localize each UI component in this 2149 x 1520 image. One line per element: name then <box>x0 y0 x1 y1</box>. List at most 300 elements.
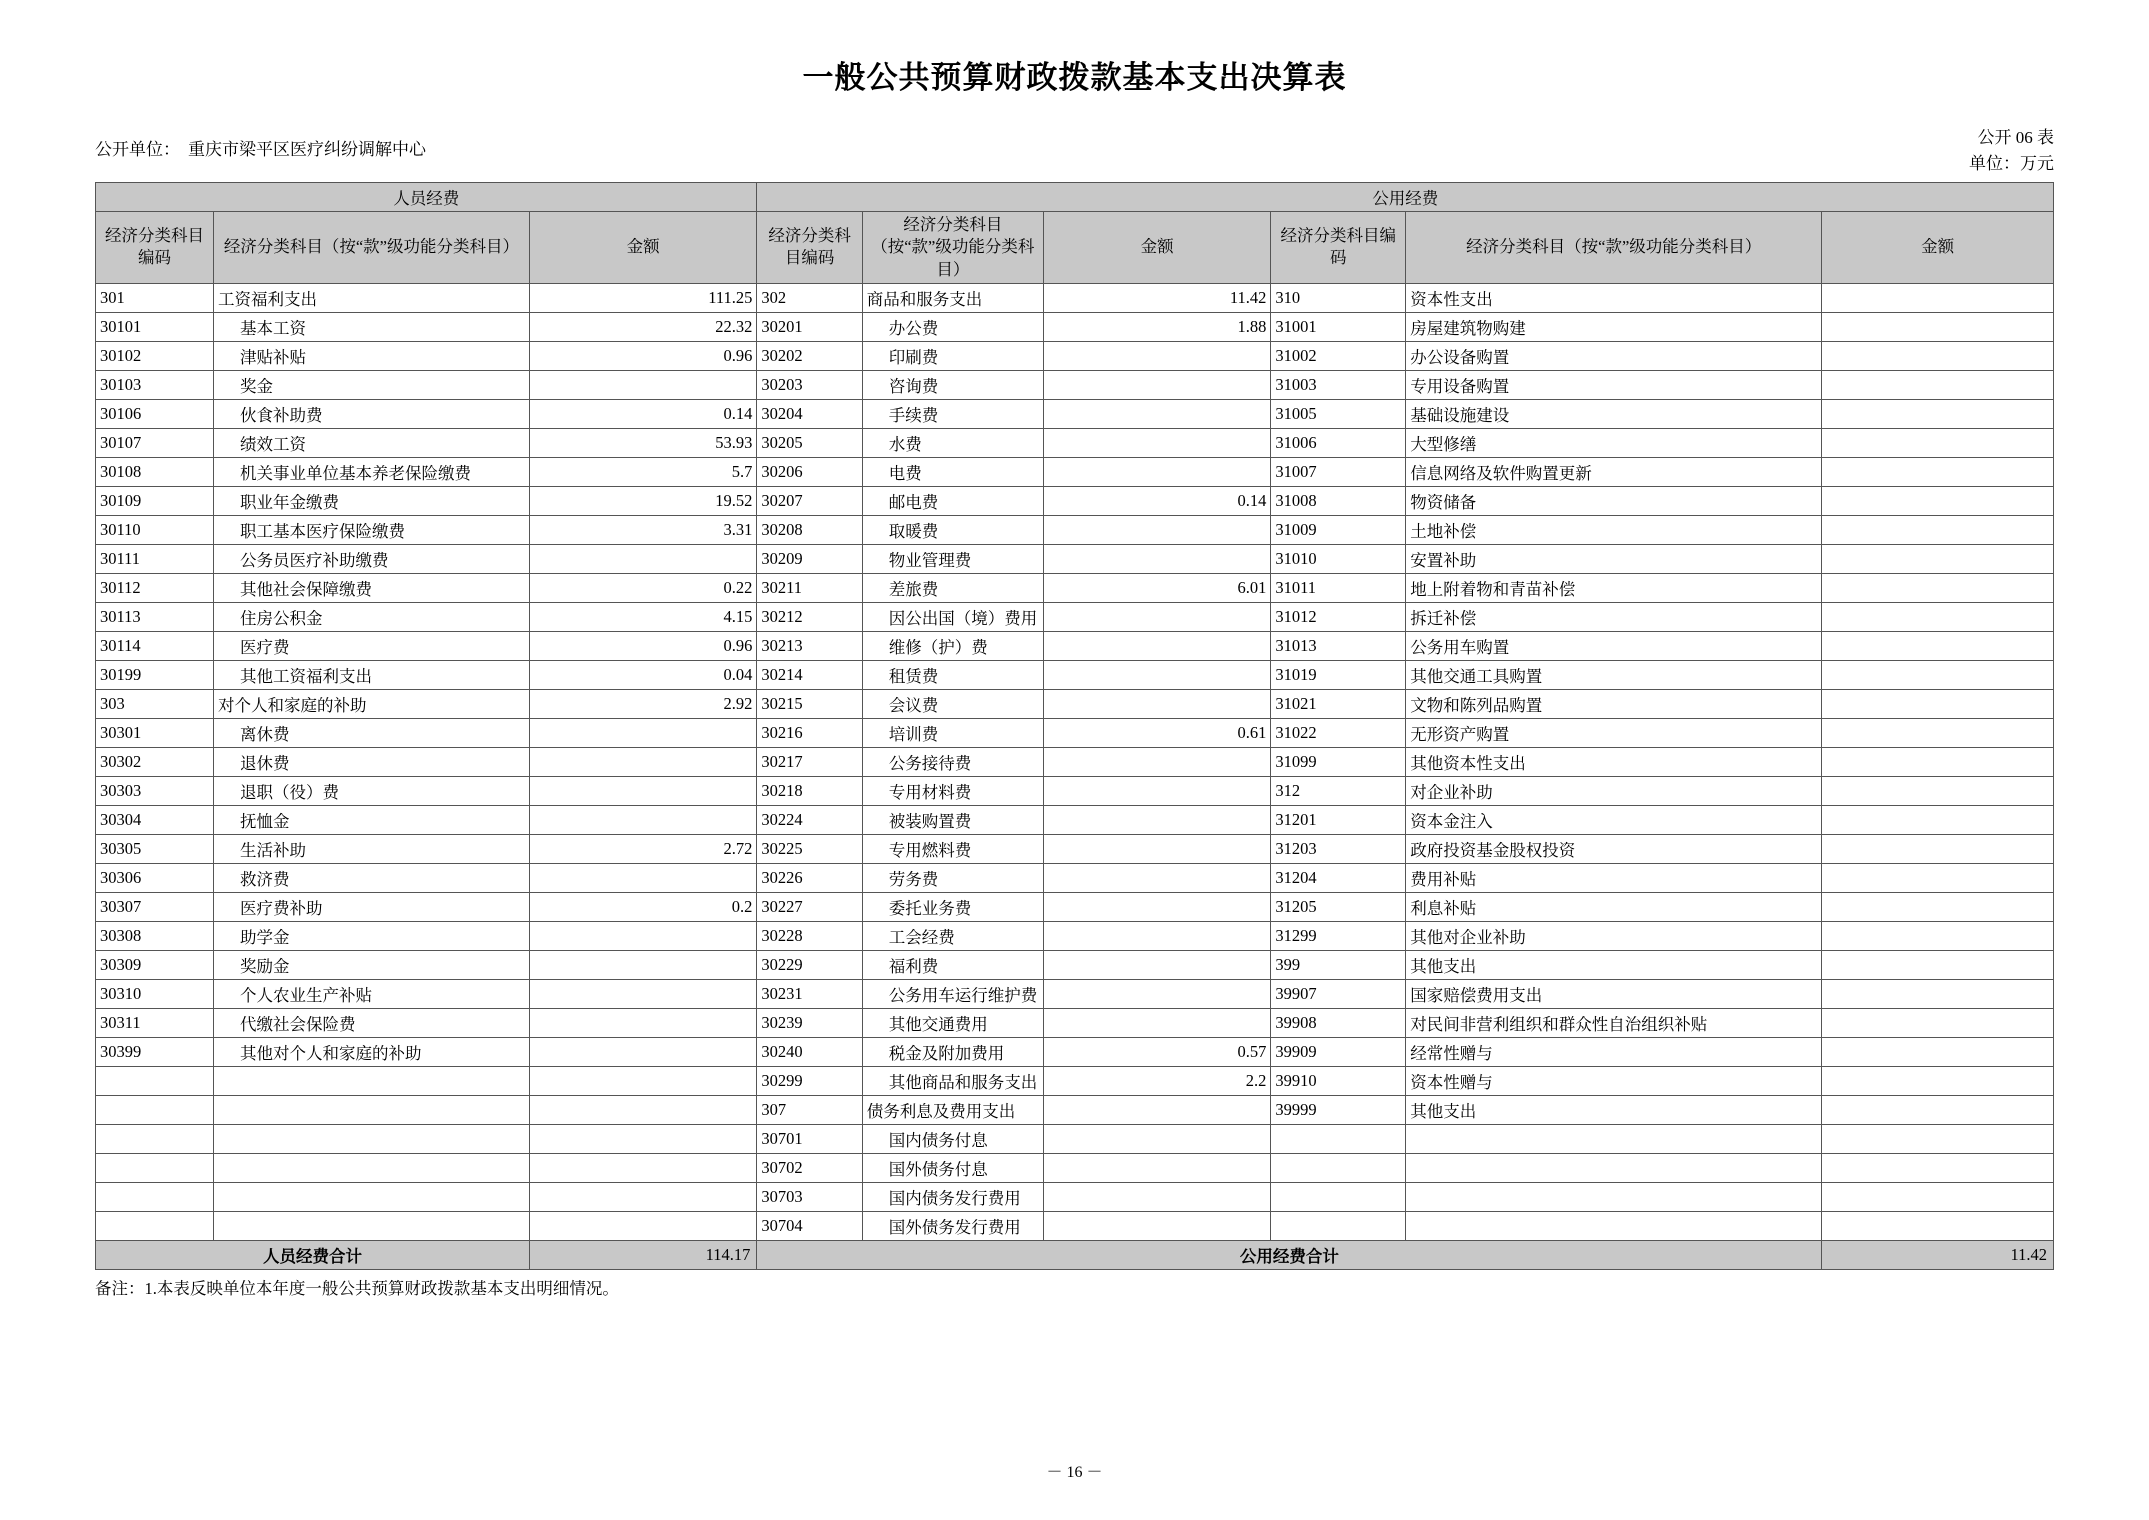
cell-code-personnel <box>96 1066 214 1095</box>
cell-name-public: 取暖费 <box>862 515 1043 544</box>
cell-code-personnel: 30109 <box>96 486 214 515</box>
cell-amount-personnel <box>529 1182 757 1211</box>
cell-code-personnel: 30309 <box>96 950 214 979</box>
cell-name-capital <box>1406 1182 1822 1211</box>
cell-code-personnel: 30112 <box>96 573 214 602</box>
table-row <box>96 979 2054 1008</box>
cell-code-capital: 31299 <box>1271 921 1406 950</box>
cell-code-capital: 31012 <box>1271 602 1406 631</box>
column-header-name-3: 经济分类科目（按“款”级功能分类科目） <box>1406 212 1822 284</box>
cell-amount-capital <box>1822 283 2054 312</box>
cell-amount-capital <box>1822 921 2054 950</box>
cell-code-public: 30203 <box>757 370 862 399</box>
cell-code-public: 307 <box>757 1095 862 1124</box>
cell-name-public: 国外债务付息 <box>862 1153 1043 1182</box>
publish-unit-value: 重庆市梁平区医疗纠纷调解中心 <box>188 140 426 159</box>
cell-code-public: 30214 <box>757 660 862 689</box>
cell-amount-capital <box>1822 834 2054 863</box>
cell-code-public: 30225 <box>757 834 862 863</box>
cell-amount-public <box>1043 515 1271 544</box>
cell-name-capital: 基础设施建设 <box>1406 399 1822 428</box>
cell-name-public: 其他交通费用 <box>862 1008 1043 1037</box>
table-note: 备注：1.本表反映单位本年度一般公共预算财政拨款基本支出明细情况。 <box>95 1278 619 1298</box>
cell-code-capital: 31201 <box>1271 805 1406 834</box>
cell-code-personnel <box>96 1095 214 1124</box>
cell-code-capital <box>1271 1211 1406 1240</box>
column-header-amount-2: 金额 <box>1043 212 1271 284</box>
cell-code-capital: 31008 <box>1271 486 1406 515</box>
table-row <box>96 486 2054 515</box>
cell-name-capital: 政府投资基金股权投资 <box>1406 834 1822 863</box>
table-row <box>96 1182 2054 1211</box>
column-header-name-1: 经济分类科目（按“款”级功能分类科目） <box>213 212 529 284</box>
cell-code-public: 302 <box>757 283 862 312</box>
table-row <box>96 747 2054 776</box>
cell-code-personnel <box>96 1124 214 1153</box>
cell-name-personnel: 医疗费补助 <box>213 892 529 921</box>
cell-name-capital <box>1406 1124 1822 1153</box>
cell-name-personnel <box>213 1124 529 1153</box>
cell-amount-public: 11.42 <box>1043 283 1271 312</box>
cell-amount-public <box>1043 863 1271 892</box>
cell-amount-capital <box>1822 573 2054 602</box>
cell-code-capital: 31099 <box>1271 747 1406 776</box>
cell-amount-public <box>1043 457 1271 486</box>
cell-name-public: 因公出国（境）费用 <box>862 602 1043 631</box>
cell-code-personnel: 30310 <box>96 979 214 1008</box>
column-header-amount-1: 金额 <box>529 212 757 284</box>
cell-code-personnel <box>96 1153 214 1182</box>
cell-name-personnel: 奖励金 <box>213 950 529 979</box>
cell-name-public: 其他商品和服务支出 <box>862 1066 1043 1095</box>
table-row <box>96 341 2054 370</box>
cell-amount-capital <box>1822 1037 2054 1066</box>
cell-name-capital: 其他支出 <box>1406 950 1822 979</box>
cell-code-public: 30299 <box>757 1066 862 1095</box>
table-row <box>96 515 2054 544</box>
cell-name-capital: 拆迁补偿 <box>1406 602 1822 631</box>
cell-name-personnel: 救济费 <box>213 863 529 892</box>
cell-amount-personnel: 19.52 <box>529 486 757 515</box>
cell-name-capital: 资本金注入 <box>1406 805 1822 834</box>
cell-amount-public <box>1043 602 1271 631</box>
cell-name-personnel: 助学金 <box>213 921 529 950</box>
table-row <box>96 1124 2054 1153</box>
cell-amount-personnel: 111.25 <box>529 283 757 312</box>
cell-code-capital: 31013 <box>1271 631 1406 660</box>
cell-amount-personnel: 2.92 <box>529 689 757 718</box>
cell-amount-capital <box>1822 1153 2054 1182</box>
column-header-code-2: 经济分类科目编码 <box>757 212 862 284</box>
cell-code-public: 30206 <box>757 457 862 486</box>
cell-name-public: 国内债务付息 <box>862 1124 1043 1153</box>
cell-name-capital <box>1406 1211 1822 1240</box>
page-title: 一般公共预算财政拨款基本支出决算表 <box>802 60 1347 95</box>
cell-code-capital: 31003 <box>1271 370 1406 399</box>
cell-code-capital: 39907 <box>1271 979 1406 1008</box>
cell-name-public: 租赁费 <box>862 660 1043 689</box>
cell-code-public: 30216 <box>757 718 862 747</box>
cell-code-capital: 310 <box>1271 283 1406 312</box>
cell-amount-capital <box>1822 863 2054 892</box>
table-row <box>96 1153 2054 1182</box>
cell-amount-capital <box>1822 1066 2054 1095</box>
cell-amount-capital <box>1822 544 2054 573</box>
cell-amount-capital <box>1822 486 2054 515</box>
cell-name-public: 债务利息及费用支出 <box>862 1095 1043 1124</box>
table-row <box>96 544 2054 573</box>
cell-amount-personnel: 0.2 <box>529 892 757 921</box>
cell-name-public: 会议费 <box>862 689 1043 718</box>
cell-amount-public <box>1043 979 1271 1008</box>
cell-name-public: 咨询费 <box>862 370 1043 399</box>
cell-amount-personnel: 22.32 <box>529 312 757 341</box>
cell-name-public: 电费 <box>862 457 1043 486</box>
cell-code-public: 30229 <box>757 950 862 979</box>
cell-code-personnel: 30303 <box>96 776 214 805</box>
cell-code-public: 30205 <box>757 428 862 457</box>
cell-amount-public <box>1043 428 1271 457</box>
cell-amount-public <box>1043 370 1271 399</box>
cell-code-personnel: 30304 <box>96 805 214 834</box>
cell-name-public: 税金及附加费用 <box>862 1037 1043 1066</box>
cell-amount-personnel: 53.93 <box>529 428 757 457</box>
table-row <box>96 1211 2054 1240</box>
cell-code-personnel: 30111 <box>96 544 214 573</box>
cell-name-public: 物业管理费 <box>862 544 1043 573</box>
cell-code-public: 30701 <box>757 1124 862 1153</box>
cell-amount-public <box>1043 1008 1271 1037</box>
cell-code-public: 30228 <box>757 921 862 950</box>
cell-code-personnel: 30311 <box>96 1008 214 1037</box>
cell-name-personnel: 对个人和家庭的补助 <box>213 689 529 718</box>
column-header-code-1: 经济分类科目编码 <box>96 212 214 284</box>
cell-code-personnel: 30399 <box>96 1037 214 1066</box>
table-row <box>96 370 2054 399</box>
cell-code-personnel: 30102 <box>96 341 214 370</box>
cell-amount-personnel <box>529 979 757 1008</box>
cell-name-public: 福利费 <box>862 950 1043 979</box>
cell-code-public: 30204 <box>757 399 862 428</box>
total-value-public: 11.42 <box>1822 1240 2054 1269</box>
cell-name-public: 委托业务费 <box>862 892 1043 921</box>
cell-name-public: 公务接待费 <box>862 747 1043 776</box>
cell-code-personnel: 30113 <box>96 602 214 631</box>
table-row <box>96 718 2054 747</box>
cell-name-personnel: 工资福利支出 <box>213 283 529 312</box>
cell-code-personnel: 30307 <box>96 892 214 921</box>
cell-name-capital: 文物和陈列品购置 <box>1406 689 1822 718</box>
cell-code-capital <box>1271 1182 1406 1211</box>
cell-amount-capital <box>1822 660 2054 689</box>
cell-amount-capital <box>1822 892 2054 921</box>
table-group-header-row <box>96 183 2054 212</box>
cell-name-capital: 其他资本性支出 <box>1406 747 1822 776</box>
cell-amount-personnel <box>529 1211 757 1240</box>
cell-amount-public <box>1043 341 1271 370</box>
cell-amount-personnel: 0.04 <box>529 660 757 689</box>
table-total-row <box>96 1240 2054 1269</box>
cell-code-personnel <box>96 1211 214 1240</box>
cell-code-public: 30218 <box>757 776 862 805</box>
table-row <box>96 602 2054 631</box>
cell-name-personnel: 职业年金缴费 <box>213 486 529 515</box>
table-row <box>96 1037 2054 1066</box>
cell-amount-capital <box>1822 457 2054 486</box>
cell-amount-personnel <box>529 950 757 979</box>
cell-name-capital: 对民间非营利组织和群众性自治组织补贴 <box>1406 1008 1822 1037</box>
cell-name-public: 商品和服务支出 <box>862 283 1043 312</box>
cell-amount-personnel: 2.72 <box>529 834 757 863</box>
cell-amount-public <box>1043 544 1271 573</box>
table-row <box>96 776 2054 805</box>
cell-amount-public: 0.57 <box>1043 1037 1271 1066</box>
cell-code-personnel: 30108 <box>96 457 214 486</box>
cell-name-public: 邮电费 <box>862 486 1043 515</box>
table-row <box>96 1008 2054 1037</box>
cell-code-public: 30231 <box>757 979 862 1008</box>
table-row <box>96 834 2054 863</box>
table-row <box>96 805 2054 834</box>
cell-amount-capital <box>1822 1124 2054 1153</box>
cell-amount-personnel: 0.96 <box>529 631 757 660</box>
publish-unit-label: 公开单位： <box>95 140 180 159</box>
cell-amount-capital <box>1822 602 2054 631</box>
cell-name-public: 手续费 <box>862 399 1043 428</box>
cell-name-capital: 国家赔偿费用支出 <box>1406 979 1822 1008</box>
cell-code-public: 30227 <box>757 892 862 921</box>
cell-code-personnel: 30301 <box>96 718 214 747</box>
cell-name-personnel: 其他社会保障缴费 <box>213 573 529 602</box>
cell-code-capital: 31203 <box>1271 834 1406 863</box>
cell-code-public: 30208 <box>757 515 862 544</box>
cell-code-personnel: 30114 <box>96 631 214 660</box>
cell-name-capital: 其他对企业补助 <box>1406 921 1822 950</box>
cell-name-capital: 经常性赠与 <box>1406 1037 1822 1066</box>
cell-code-capital: 31007 <box>1271 457 1406 486</box>
cell-name-personnel: 伙食补助费 <box>213 399 529 428</box>
cell-code-capital: 39909 <box>1271 1037 1406 1066</box>
cell-name-public: 专用材料费 <box>862 776 1043 805</box>
cell-amount-public <box>1043 1095 1271 1124</box>
cell-code-personnel: 30103 <box>96 370 214 399</box>
cell-code-public: 30209 <box>757 544 862 573</box>
cell-name-personnel: 其他工资福利支出 <box>213 660 529 689</box>
cell-amount-public <box>1043 805 1271 834</box>
cell-name-capital: 费用补贴 <box>1406 863 1822 892</box>
table-row <box>96 1095 2054 1124</box>
cell-code-capital <box>1271 1124 1406 1153</box>
table-row <box>96 1066 2054 1095</box>
table-row <box>96 689 2054 718</box>
cell-amount-capital <box>1822 979 2054 1008</box>
cell-amount-personnel: 0.96 <box>529 341 757 370</box>
total-label-public: 公用经费合计 <box>757 1240 1822 1269</box>
table-row <box>96 631 2054 660</box>
cell-amount-public: 6.01 <box>1043 573 1271 602</box>
cell-amount-capital <box>1822 718 2054 747</box>
cell-amount-capital <box>1822 399 2054 428</box>
cell-code-capital: 31005 <box>1271 399 1406 428</box>
cell-code-public: 30239 <box>757 1008 862 1037</box>
table-row <box>96 399 2054 428</box>
cell-amount-capital <box>1822 312 2054 341</box>
cell-name-personnel: 生活补助 <box>213 834 529 863</box>
cell-code-public: 30207 <box>757 486 862 515</box>
cell-name-capital: 其他支出 <box>1406 1095 1822 1124</box>
cell-name-personnel: 离休费 <box>213 718 529 747</box>
cell-name-public: 公务用车运行维护费 <box>862 979 1043 1008</box>
cell-amount-public <box>1043 1182 1271 1211</box>
column-header-code-3: 经济分类科目编码 <box>1271 212 1406 284</box>
table-row <box>96 428 2054 457</box>
cell-name-personnel: 职工基本医疗保险缴费 <box>213 515 529 544</box>
cell-code-capital: 31010 <box>1271 544 1406 573</box>
cell-amount-personnel: 3.31 <box>529 515 757 544</box>
table-row <box>96 892 2054 921</box>
cell-name-personnel: 住房公积金 <box>213 602 529 631</box>
cell-amount-personnel <box>529 863 757 892</box>
cell-name-personnel: 抚恤金 <box>213 805 529 834</box>
cell-name-public: 专用燃料费 <box>862 834 1043 863</box>
cell-name-public: 国内债务发行费用 <box>862 1182 1043 1211</box>
cell-code-personnel <box>96 1182 214 1211</box>
cell-amount-personnel <box>529 921 757 950</box>
cell-amount-public <box>1043 921 1271 950</box>
cell-name-public: 差旅费 <box>862 573 1043 602</box>
cell-code-capital: 31002 <box>1271 341 1406 370</box>
cell-name-public: 维修（护）费 <box>862 631 1043 660</box>
cell-amount-personnel: 0.14 <box>529 399 757 428</box>
cell-name-public: 工会经费 <box>862 921 1043 950</box>
cell-code-personnel: 30106 <box>96 399 214 428</box>
cell-amount-capital <box>1822 805 2054 834</box>
cell-code-capital <box>1271 1153 1406 1182</box>
cell-amount-personnel <box>529 1124 757 1153</box>
cell-name-personnel: 退职（役）费 <box>213 776 529 805</box>
cell-name-personnel: 公务员医疗补助缴费 <box>213 544 529 573</box>
table-body <box>96 283 2054 1240</box>
cell-code-personnel: 30302 <box>96 747 214 776</box>
cell-name-personnel: 个人农业生产补贴 <box>213 979 529 1008</box>
cell-name-personnel <box>213 1211 529 1240</box>
cell-code-public: 30217 <box>757 747 862 776</box>
cell-code-capital: 39908 <box>1271 1008 1406 1037</box>
table-row <box>96 457 2054 486</box>
cell-name-capital: 大型修缮 <box>1406 428 1822 457</box>
cell-name-capital: 利息补贴 <box>1406 892 1822 921</box>
table-row <box>96 863 2054 892</box>
cell-name-public: 水费 <box>862 428 1043 457</box>
cell-code-public: 30703 <box>757 1182 862 1211</box>
cell-name-personnel <box>213 1153 529 1182</box>
cell-code-public: 30215 <box>757 689 862 718</box>
cell-code-public: 30704 <box>757 1211 862 1240</box>
cell-amount-personnel <box>529 370 757 399</box>
table-column-header-row <box>96 212 2054 284</box>
cell-name-capital: 土地补偿 <box>1406 515 1822 544</box>
column-header-name-2: 经济分类科目（按“款”级功能分类科目） <box>862 212 1043 284</box>
cell-name-personnel <box>213 1095 529 1124</box>
cell-name-personnel: 绩效工资 <box>213 428 529 457</box>
cell-amount-personnel: 0.22 <box>529 573 757 602</box>
cell-amount-personnel: 5.7 <box>529 457 757 486</box>
total-value-personnel: 114.17 <box>529 1240 757 1269</box>
cell-name-capital: 资本性支出 <box>1406 283 1822 312</box>
cell-code-capital: 31011 <box>1271 573 1406 602</box>
cell-name-personnel: 退休费 <box>213 747 529 776</box>
cell-name-capital: 地上附着物和青苗补偿 <box>1406 573 1822 602</box>
cell-amount-capital <box>1822 1211 2054 1240</box>
cell-name-capital: 公务用车购置 <box>1406 631 1822 660</box>
cell-name-public: 被装购置费 <box>862 805 1043 834</box>
cell-code-personnel: 30199 <box>96 660 214 689</box>
cell-name-personnel: 基本工资 <box>213 312 529 341</box>
cell-amount-personnel <box>529 1153 757 1182</box>
cell-name-personnel: 医疗费 <box>213 631 529 660</box>
cell-code-public: 30211 <box>757 573 862 602</box>
cell-name-personnel <box>213 1182 529 1211</box>
cell-code-personnel: 30101 <box>96 312 214 341</box>
page-number: － 16 － <box>1046 1464 1103 1481</box>
cell-name-personnel: 津贴补贴 <box>213 341 529 370</box>
cell-name-capital: 房屋建筑物购建 <box>1406 312 1822 341</box>
cell-name-personnel: 奖金 <box>213 370 529 399</box>
cell-name-public: 劳务费 <box>862 863 1043 892</box>
cell-code-public: 30226 <box>757 863 862 892</box>
cell-amount-capital <box>1822 631 2054 660</box>
group-header-personnel: 人员经费 <box>96 183 757 212</box>
cell-amount-capital <box>1822 515 2054 544</box>
cell-name-capital: 专用设备购置 <box>1406 370 1822 399</box>
cell-name-capital: 安置补助 <box>1406 544 1822 573</box>
cell-name-capital: 无形资产购置 <box>1406 718 1822 747</box>
cell-name-capital <box>1406 1153 1822 1182</box>
cell-name-public: 国外债务发行费用 <box>862 1211 1043 1240</box>
cell-code-capital: 39999 <box>1271 1095 1406 1124</box>
cell-code-public: 30240 <box>757 1037 862 1066</box>
cell-amount-public <box>1043 1153 1271 1182</box>
cell-name-capital: 物资储备 <box>1406 486 1822 515</box>
cell-amount-personnel: 4.15 <box>529 602 757 631</box>
cell-code-capital: 31001 <box>1271 312 1406 341</box>
cell-code-personnel: 30308 <box>96 921 214 950</box>
cell-amount-personnel <box>529 776 757 805</box>
cell-amount-public <box>1043 950 1271 979</box>
cell-amount-personnel <box>529 1008 757 1037</box>
publish-unit <box>95 137 426 163</box>
cell-name-public: 培训费 <box>862 718 1043 747</box>
cell-code-capital: 31022 <box>1271 718 1406 747</box>
cell-amount-personnel <box>529 1066 757 1095</box>
cell-code-capital: 31019 <box>1271 660 1406 689</box>
column-header-amount-3: 金额 <box>1822 212 2054 284</box>
cell-name-public: 印刷费 <box>862 341 1043 370</box>
cell-code-public: 30224 <box>757 805 862 834</box>
cell-amount-public <box>1043 689 1271 718</box>
cell-amount-personnel <box>529 747 757 776</box>
cell-amount-public <box>1043 747 1271 776</box>
cell-name-capital: 对企业补助 <box>1406 776 1822 805</box>
cell-amount-capital <box>1822 1008 2054 1037</box>
cell-name-personnel: 其他对个人和家庭的补助 <box>213 1037 529 1066</box>
cell-code-capital: 399 <box>1271 950 1406 979</box>
cell-amount-capital <box>1822 950 2054 979</box>
cell-code-capital: 31204 <box>1271 863 1406 892</box>
cell-code-personnel: 30306 <box>96 863 214 892</box>
cell-code-capital: 31205 <box>1271 892 1406 921</box>
cell-amount-public <box>1043 892 1271 921</box>
